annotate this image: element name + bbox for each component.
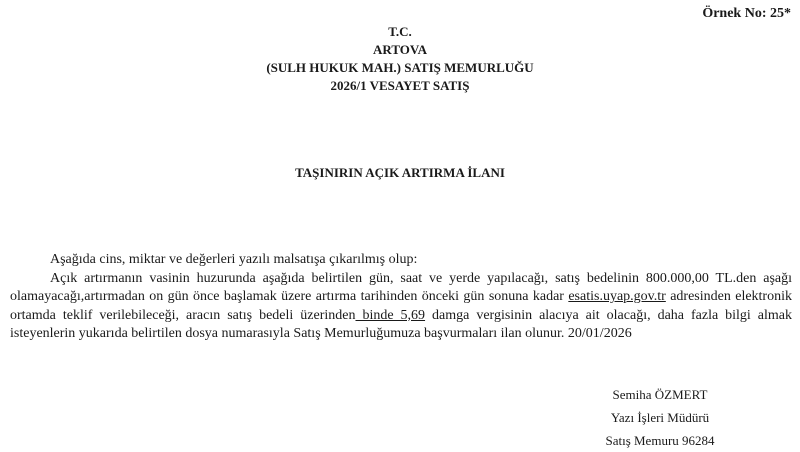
tax-rate: binde 5,69	[355, 307, 426, 323]
document-header	[0, 23, 800, 95]
header-line-case: 2026/1 VESAYET SATIŞ	[330, 78, 470, 93]
sample-number: Örnek No: 25*	[702, 6, 791, 21]
signer-office: Satış Memuru 96284	[605, 433, 715, 448]
paragraph-part-1: Açık artırmanın vasinin huzurunda aşağıda belirtilen gün, saat ve yerde yapılacağı, satış bedelinin 800.000,00 TL.den aşağı olamayacağı,artırmadan on gün önce başlamak üzere artırma tarihinden önceki gün sonuna kadar	[10, 270, 792, 304]
main-paragraph	[10, 270, 792, 344]
signature-block	[560, 383, 760, 452]
signer-name: Semiha ÖZMERT	[612, 387, 708, 402]
notice-title: TAŞINIRIN AÇIK ARTIRMA İLANI	[295, 165, 505, 180]
signer-role: Yazı İşleri Müdürü	[610, 410, 710, 425]
notice-body	[10, 251, 792, 344]
esatis-link[interactable]: esatis.uyap.gov.tr	[568, 289, 666, 304]
header-line-city: ARTOVA	[373, 42, 427, 57]
header-line-tc: T.C.	[388, 24, 412, 39]
intro-text: Aşağıda cins, miktar ve değerleri yazılı malsatışa çıkarılmış olup:	[50, 252, 418, 267]
header-line-office: (SULH HUKUK MAH.) SATIŞ MEMURLUĞU	[266, 60, 534, 75]
paragraph-part-2: adresinden elektronik ortamda teklif verilebileceği, aracın satış bedeli üzerinden	[10, 289, 792, 323]
paragraph-part-3: damga vergisinin alacıya ait olacağı, daha fazla bilgi almak isteyenlerin yukarıda belirtilen dosya numarasıyla Satış Memurluğumuza başvurmaları ilan olunur. 20/01/2026	[10, 307, 793, 341]
